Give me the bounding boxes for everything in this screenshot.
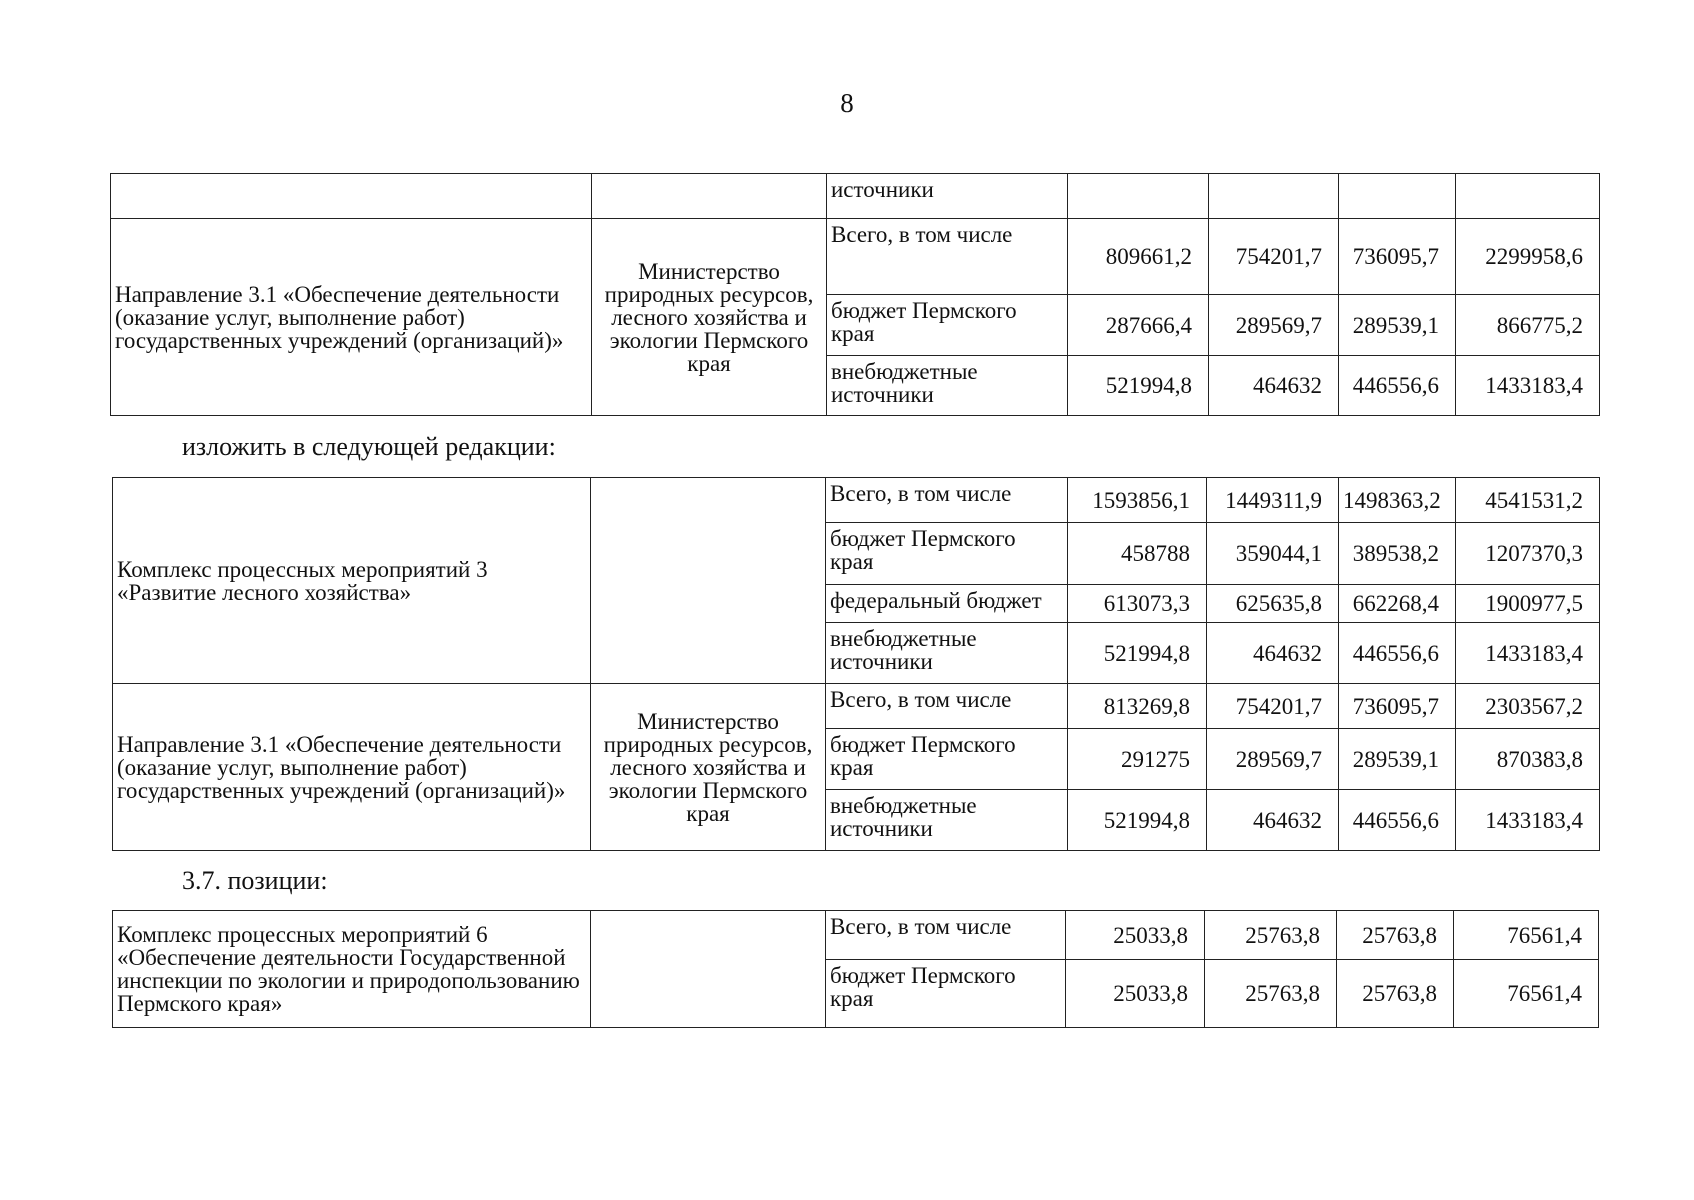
table-positions — [112, 910, 1599, 1028]
responsible-cell — [591, 911, 826, 1028]
value-cell: 389538,2 — [1339, 523, 1456, 585]
empty-cell — [592, 174, 827, 219]
page-number: 8 — [840, 88, 854, 118]
source-cell: внебюджетные источники — [827, 356, 1068, 416]
value-cell: 464632 — [1207, 623, 1339, 684]
value-cell: 813269,8 — [1068, 684, 1207, 729]
value-cell: 1593856,1 — [1068, 478, 1207, 523]
source-cell: бюджет Пермского края — [826, 960, 1066, 1028]
table-old-version — [110, 173, 1600, 416]
value-cell: 1498363,2 — [1339, 478, 1456, 523]
value-cell: 521994,8 — [1068, 790, 1207, 851]
value-cell: 289569,7 — [1207, 729, 1339, 790]
table-row — [111, 174, 1600, 219]
program-name-cell: Направление 3.1 «Обеспечение деятельности (оказание услуг, выполнение работ) государственных учреждений (организаций)» — [111, 219, 592, 416]
value-cell: 662268,4 — [1339, 585, 1456, 623]
paragraph-new-wording: изложить в следующей редакции: — [182, 432, 556, 461]
source-cell: бюджет Пермского края — [826, 523, 1068, 585]
table-row — [113, 684, 1600, 729]
table-row — [113, 478, 1600, 523]
value-cell: 521994,8 — [1068, 356, 1209, 416]
value-cell: 359044,1 — [1207, 523, 1339, 585]
empty-cell — [1209, 174, 1339, 219]
table-new-version — [112, 477, 1600, 851]
empty-cell — [1339, 174, 1456, 219]
value-cell: 76561,4 — [1454, 911, 1599, 960]
value-cell: 754201,7 — [1207, 684, 1339, 729]
value-cell: 464632 — [1209, 356, 1339, 416]
value-cell: 76561,4 — [1454, 960, 1599, 1028]
paragraph-positions: 3.7. позиции: — [182, 866, 328, 895]
value-cell: 2303567,2 — [1456, 684, 1600, 729]
source-cell: бюджет Пермского края — [826, 729, 1068, 790]
value-cell: 25033,8 — [1066, 911, 1205, 960]
value-cell: 25033,8 — [1066, 960, 1205, 1028]
responsible-cell: Министерство природных ресурсов, лесного хозяйства и экологии Пермского края — [592, 219, 827, 416]
value-cell: 870383,8 — [1456, 729, 1600, 790]
value-cell: 289539,1 — [1339, 295, 1456, 356]
source-cell: Всего, в том числе — [826, 684, 1068, 729]
source-cell: Всего, в том числе — [826, 911, 1066, 960]
value-cell: 2299958,6 — [1456, 219, 1600, 295]
value-cell: 287666,4 — [1068, 295, 1209, 356]
source-cell: Всего, в том числе — [827, 219, 1068, 295]
value-cell: 1433183,4 — [1456, 623, 1600, 684]
value-cell: 25763,8 — [1205, 911, 1337, 960]
value-cell: 25763,8 — [1337, 960, 1454, 1028]
value-cell: 1449311,9 — [1207, 478, 1339, 523]
value-cell: 464632 — [1207, 790, 1339, 851]
value-cell: 736095,7 — [1339, 684, 1456, 729]
value-cell: 458788 — [1068, 523, 1207, 585]
value-cell: 1433183,4 — [1456, 356, 1600, 416]
value-cell: 1900977,5 — [1456, 585, 1600, 623]
program-name-cell: Комплекс процессных мероприятий 3 «Развитие лесного хозяйства» — [113, 478, 591, 684]
table-row — [113, 911, 1599, 960]
value-cell: 291275 — [1068, 729, 1207, 790]
value-cell: 446556,6 — [1339, 623, 1456, 684]
source-cell: внебюджетные источники — [826, 623, 1068, 684]
responsible-cell — [591, 478, 826, 684]
empty-cell — [1456, 174, 1600, 219]
value-cell: 1207370,3 — [1456, 523, 1600, 585]
value-cell: 25763,8 — [1337, 911, 1454, 960]
responsible-cell: Министерство природных ресурсов, лесного хозяйства и экологии Пермского края — [591, 684, 826, 851]
value-cell: 754201,7 — [1209, 219, 1339, 295]
value-cell: 446556,6 — [1339, 790, 1456, 851]
value-cell: 866775,2 — [1456, 295, 1600, 356]
value-cell: 25763,8 — [1205, 960, 1337, 1028]
value-cell: 625635,8 — [1207, 585, 1339, 623]
empty-cell — [111, 174, 592, 219]
value-cell: 1433183,4 — [1456, 790, 1600, 851]
value-cell: 736095,7 — [1339, 219, 1456, 295]
value-cell: 521994,8 — [1068, 623, 1207, 684]
empty-cell — [1068, 174, 1209, 219]
source-cell: бюджет Пермского края — [827, 295, 1068, 356]
value-cell: 289569,7 — [1209, 295, 1339, 356]
program-name-cell: Направление 3.1 «Обеспечение деятельности (оказание услуг, выполнение работ) государственных учреждений (организаций)» — [113, 684, 591, 851]
source-cell: Всего, в том числе — [826, 478, 1068, 523]
value-cell: 613073,3 — [1068, 585, 1207, 623]
source-cell: федеральный бюджет — [826, 585, 1068, 623]
value-cell: 289539,1 — [1339, 729, 1456, 790]
source-cell: источники — [827, 174, 1068, 219]
value-cell: 809661,2 — [1068, 219, 1209, 295]
source-cell: внебюджетные источники — [826, 790, 1068, 851]
value-cell: 446556,6 — [1339, 356, 1456, 416]
program-name-cell: Комплекс процессных мероприятий 6 «Обеспечение деятельности Государственной инспекции по экологии и природопользованию Пермского края» — [113, 911, 591, 1028]
value-cell: 4541531,2 — [1456, 478, 1600, 523]
table-row — [111, 219, 1600, 295]
